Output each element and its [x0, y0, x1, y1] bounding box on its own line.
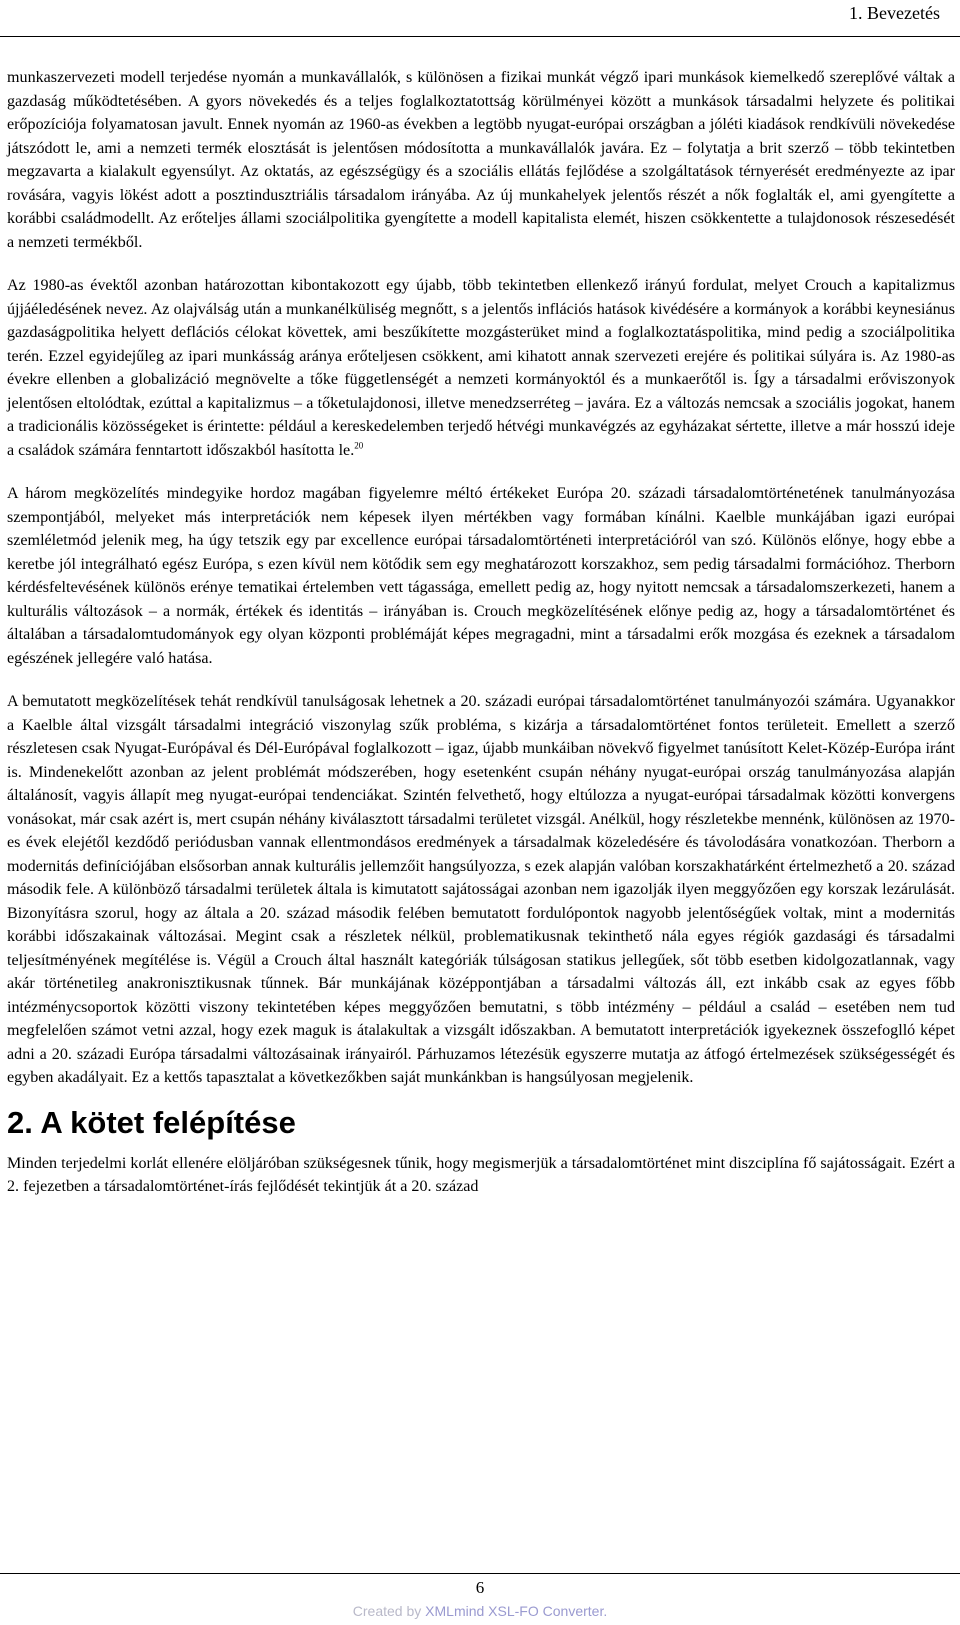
- running-header: [0, 0, 960, 37]
- footer-divider: [0, 1573, 960, 1574]
- chapter-title: 1. Bevezetés: [849, 3, 940, 23]
- converter-credit: [0, 1602, 960, 1620]
- section-paragraph: Minden terjedelmi korlát ellenére elöljáróban szükségesnek tűnik, hogy megismerjük a társadalomtörténet mint diszciplína fő sajátosságait. Ezért a 2. fejezetben a társadalomtörténet-írás fejlődését tekintjük át a 20. század: [7, 1154, 955, 1195]
- body-paragraph-2-text: Az 1980-as évektől azonban határozottan kibontakozott egy újabb, több tekintetben ellenkező irányú fordulat, melyet Crouch a kapitalizmus újjáéledésének nevez. Az olajválság után a munkanélküliség megnőtt, s a jelentős inflációs hatások kivédésére a kormányok a korábbi keynesiánus gazdaságpolitika helyett deflációs célokat követtek, ami beszűkítette mozgásterüket mind a foglalkoztatáspolitika, mind pedig a szociálpolitika terén. Ezzel egyidejűleg az ipari munkásság aránya erőteljesen csökkent, ami kihatott annak szervezeti erejére és politikai súlyára is. Az 1980-as évekre ellenben a globalizáció megnövelte a tőke függetlenségét a nemzeti kormányoktól és a munkaerőtől is. Így a társadalmi erőviszonyok jelentősen eltolódtak, ezúttal a kapitalizmus – a tőketulajdonosi, illetve menedzserréteg – javára. Ez a változás nemcsak a szociális jogokat, hanem a tradicionális közösségeket is érintette: például a kereskedelemben terjedő hétvégi munkavégzés az egyházakat sértette, illetve a már hosszú ideje a családok számára fenntartott időszakból hasította le.: [7, 277, 955, 459]
- body-paragraph-4: A bemutatott megközelítések tehát rendkívül tanulságosak lehetnek a 20. századi európai társadalomtörténet tanulmányozói számára. Ugyanakkor a Kaelble által vizsgált társadalmi integráció viszonylag szűk probléma, s kizárja a társadalomtörténet fontos területeit. Emellett a szerző részletesen csak Nyugat-Európával és Dél-Európával foglalkozott – igaz, újabb munkáiban növekvő figyelmet tanúsított Kelet-Közép-Európa iránt is. Mindenekelőtt azonban az jelent problémát módszerében, hogy esetenként csupán néhány nyugat-európai ország tanulmányozása alapján általánosít, vagyis állapít meg nyugat-európai tendenciákat. Szintén felvethető, hogy eltúlozza a nyugat-európai társadalmak közötti konvergens vonásokat, már csak azért is, mert csupán néhány kiválasztott társadalmi területet vizsgál. Anélkül, hogy részletekbe mennénk, különösen az 1970-es évek elejétől kezdődő periódusban vannak ellentmondásos eredmények a társadalmak közeledésére és távolodására vonatkozóan. Therborn a modernitás definíciójában elsősorban annak kulturális jellemzőit hangsúlyozza, s ezek alapján valóban korszakhatárként értelmezhető a 20. század második fele. A különböző társadalmi területek általa is kimutatott sajátosságai azonban nem igazolják ilyen meggyőzően egy korszak lezárulását. Bizonyításra szorul, hogy az általa a 20. század második felében bemutatott fordulópontok nagyobb jelentőségűek voltak, mint a modernitás korábbi időszakainak változásai. Megint csak a részletek nélkül, problematikusnak tekinthető nála egyes régiók gazdasági és társadalmi teljesítményének megítélése is. Végül a Crouch által használt kategóriák túlságosan statikus jellegűek, sőt több esetben kidolgozatlannak, vagy akár történetileg anakronisztikusnak tűnnek. Bár munkájának középpontjában a társadalmi változás áll, ezt inkább csak az egyes főbb intézménycsoportok közötti viszony tekintetében képes meggyőzően bemutatni, s több intézmény – például a család – esetében nem tud megfelelően számot vetni azzal, hogy ezek maguk is átalakultak a vizsgált időszakban. A bemutatott interpretációk igyekeznek összefoglló képet adni a 20. századi Európa társadalmi változásainak irányairól. Párhuzamos létezésük egyszerre mutatja az átfogó értelmezések szükségességét és egyben akadályait. Ez a kettős tapasztalat a következőkben saját munkánkban is hangsúlyosan megjelenik.: [7, 693, 955, 1086]
- converter-link[interactable]: XMLmind XSL-FO Converter.: [425, 1603, 608, 1619]
- converter-credit-prefix: Created by: [352, 1603, 426, 1619]
- body-paragraph-3: A három megközelítés mindegyike hordoz magában figyelemre méltó értékeket Európa 20. századi társadalomtörténetének tanulmányozása szempontjából, melyeket más interpretációk nem képesek ilyen mértékben vagy formában kínálni. Kaelble munkájában igazi európai szemléletmód jelenik meg, ha úgy tetszik egy par excellence európai társadalomtörténeti interpretációról van szó. Különös előnye, hogy ebbe a keretbe jól integrálható egész Európa, s ezen kívül nem kötődik sem egy meghatározott korszakhoz, sem pedig társadalmi formációhoz. Therborn kérdésfeltevésének különös erénye tematikai értelemben vett tágassága, emellett pedig az, hogy nyitott nemcsak a társadalomszerkezeti, hanem a kulturális változások – a normák, értékek és identitás – irányában is. Crouch megközelítésének előnye pedig az, hogy a társadalomtörténet és általában a társadalomtudományok egy olyan központi problémáját képes megragadni, mint a társadalmi erők mozgása és ezeknek a társadalom egészének jellegére való hatása.: [7, 485, 955, 667]
- body-paragraph-1: munkaszervezeti modell terjedése nyomán a munkavállalók, s különösen a fizikai munkát végző ipari munkások kiemelkedő szereplővé váltak a gazdaság működtetésében. A gyors növekedés és a teljes foglalkoztatottság körülményei között a munkások társadalmi helyzete és politikai erőpozíciója folyamatosan javult. Ennek nyomán az 1960-as években a legtöbb nyugat-európai országban a jóléti kiadások rendkívüli növekedése játszódott le, ami a nemzeti termék elosztását is jelentősen módosította a munkavállalók javára. Ez – folytatja a brit szerző – több tekintetben megzavarta a kialakult egyensúlyt. Az oktatás, az egészségügy és a szociális ellátás fejlődése a szolgáltatások térnyerését eredményezte az ipar rovására, vagyis lökést adott a posztindusztriális társadalom irányába. Az új munkahelyek jelentős részét a nők foglalták el, ami gyengítette a korábbi családmodellt. Az erőteljes állami szociálpolitika gyengítette a modell kapitalista elemét, hiszen csökkentette a tulajdonosok részesedését a nemzeti termékből.: [7, 69, 955, 251]
- page-number: 6: [475, 1578, 485, 1597]
- page-content: [7, 66, 955, 1199]
- section-heading: 2. A kötet felépítése: [7, 1104, 296, 1140]
- body-paragraph-2: [7, 274, 955, 462]
- footnote-reference[interactable]: 20: [354, 440, 364, 451]
